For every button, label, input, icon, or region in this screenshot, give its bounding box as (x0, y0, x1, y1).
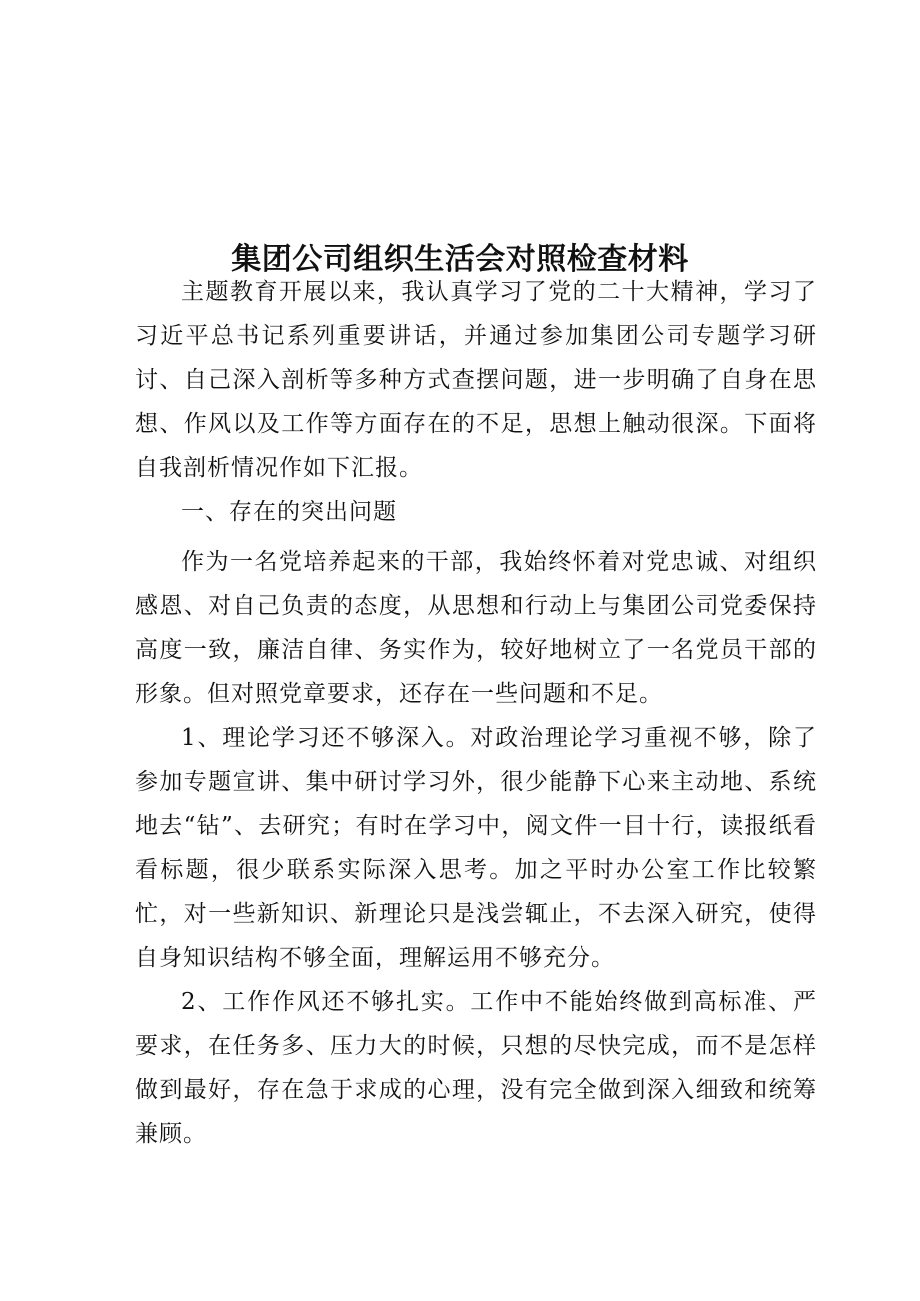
point-2-paragraph: 2、工作作风还不够扎实。工作中不能始终做到高标准、严要求，在任务多、压力大的时候，只想的尽快完成，而不是怎样做到最好，存在急于求成的心理，没有完全做到深入细致和统筹兼顾。 (135, 989, 817, 1147)
intro-paragraph: 主题教育开展以来，我认真学习了党的二十大精神，学习了习近平总书记系列重要讲话，并通过参加集团公司专题学习研讨、自己深入剖析等多种方式查摆问题，进一步明确了自身在思想、作风以及工作等方面存在的不足，思想上触动很深。下面将自我剖析情况作如下汇报。 (135, 279, 817, 481)
section-heading: 一、存在的突出问题 (181, 499, 397, 525)
point-1-paragraph: 1、理论学习还不够深入。对政治理论学习重视不够，除了参加专题宣讲、集中研讨学习外，很少能静下心来主动地、系统地去“钻”、去研究；有时在学习中，阅文件一目十行，读报纸看看标题，很少联系实际深入思考。加之平时办公室工作比较繁忙，对一些新知识、新理论只是浅尝辄止，不去深入研究，使得自身知识结构不够全面，理解运用不够充分。 (135, 725, 817, 971)
section-intro-paragraph: 作为一名党培养起来的干部，我始终怀着对党忠诚、对组织感恩、对自己负责的态度，从思想和行动上与集团公司党委保持高度一致，廉洁自律、务实作为，较好地树立了一名党员干部的形象。但对照党章要求，还存在一些问题和不足。 (135, 549, 817, 707)
document-title: 集团公司组织生活会对照检查材料 (231, 242, 689, 278)
